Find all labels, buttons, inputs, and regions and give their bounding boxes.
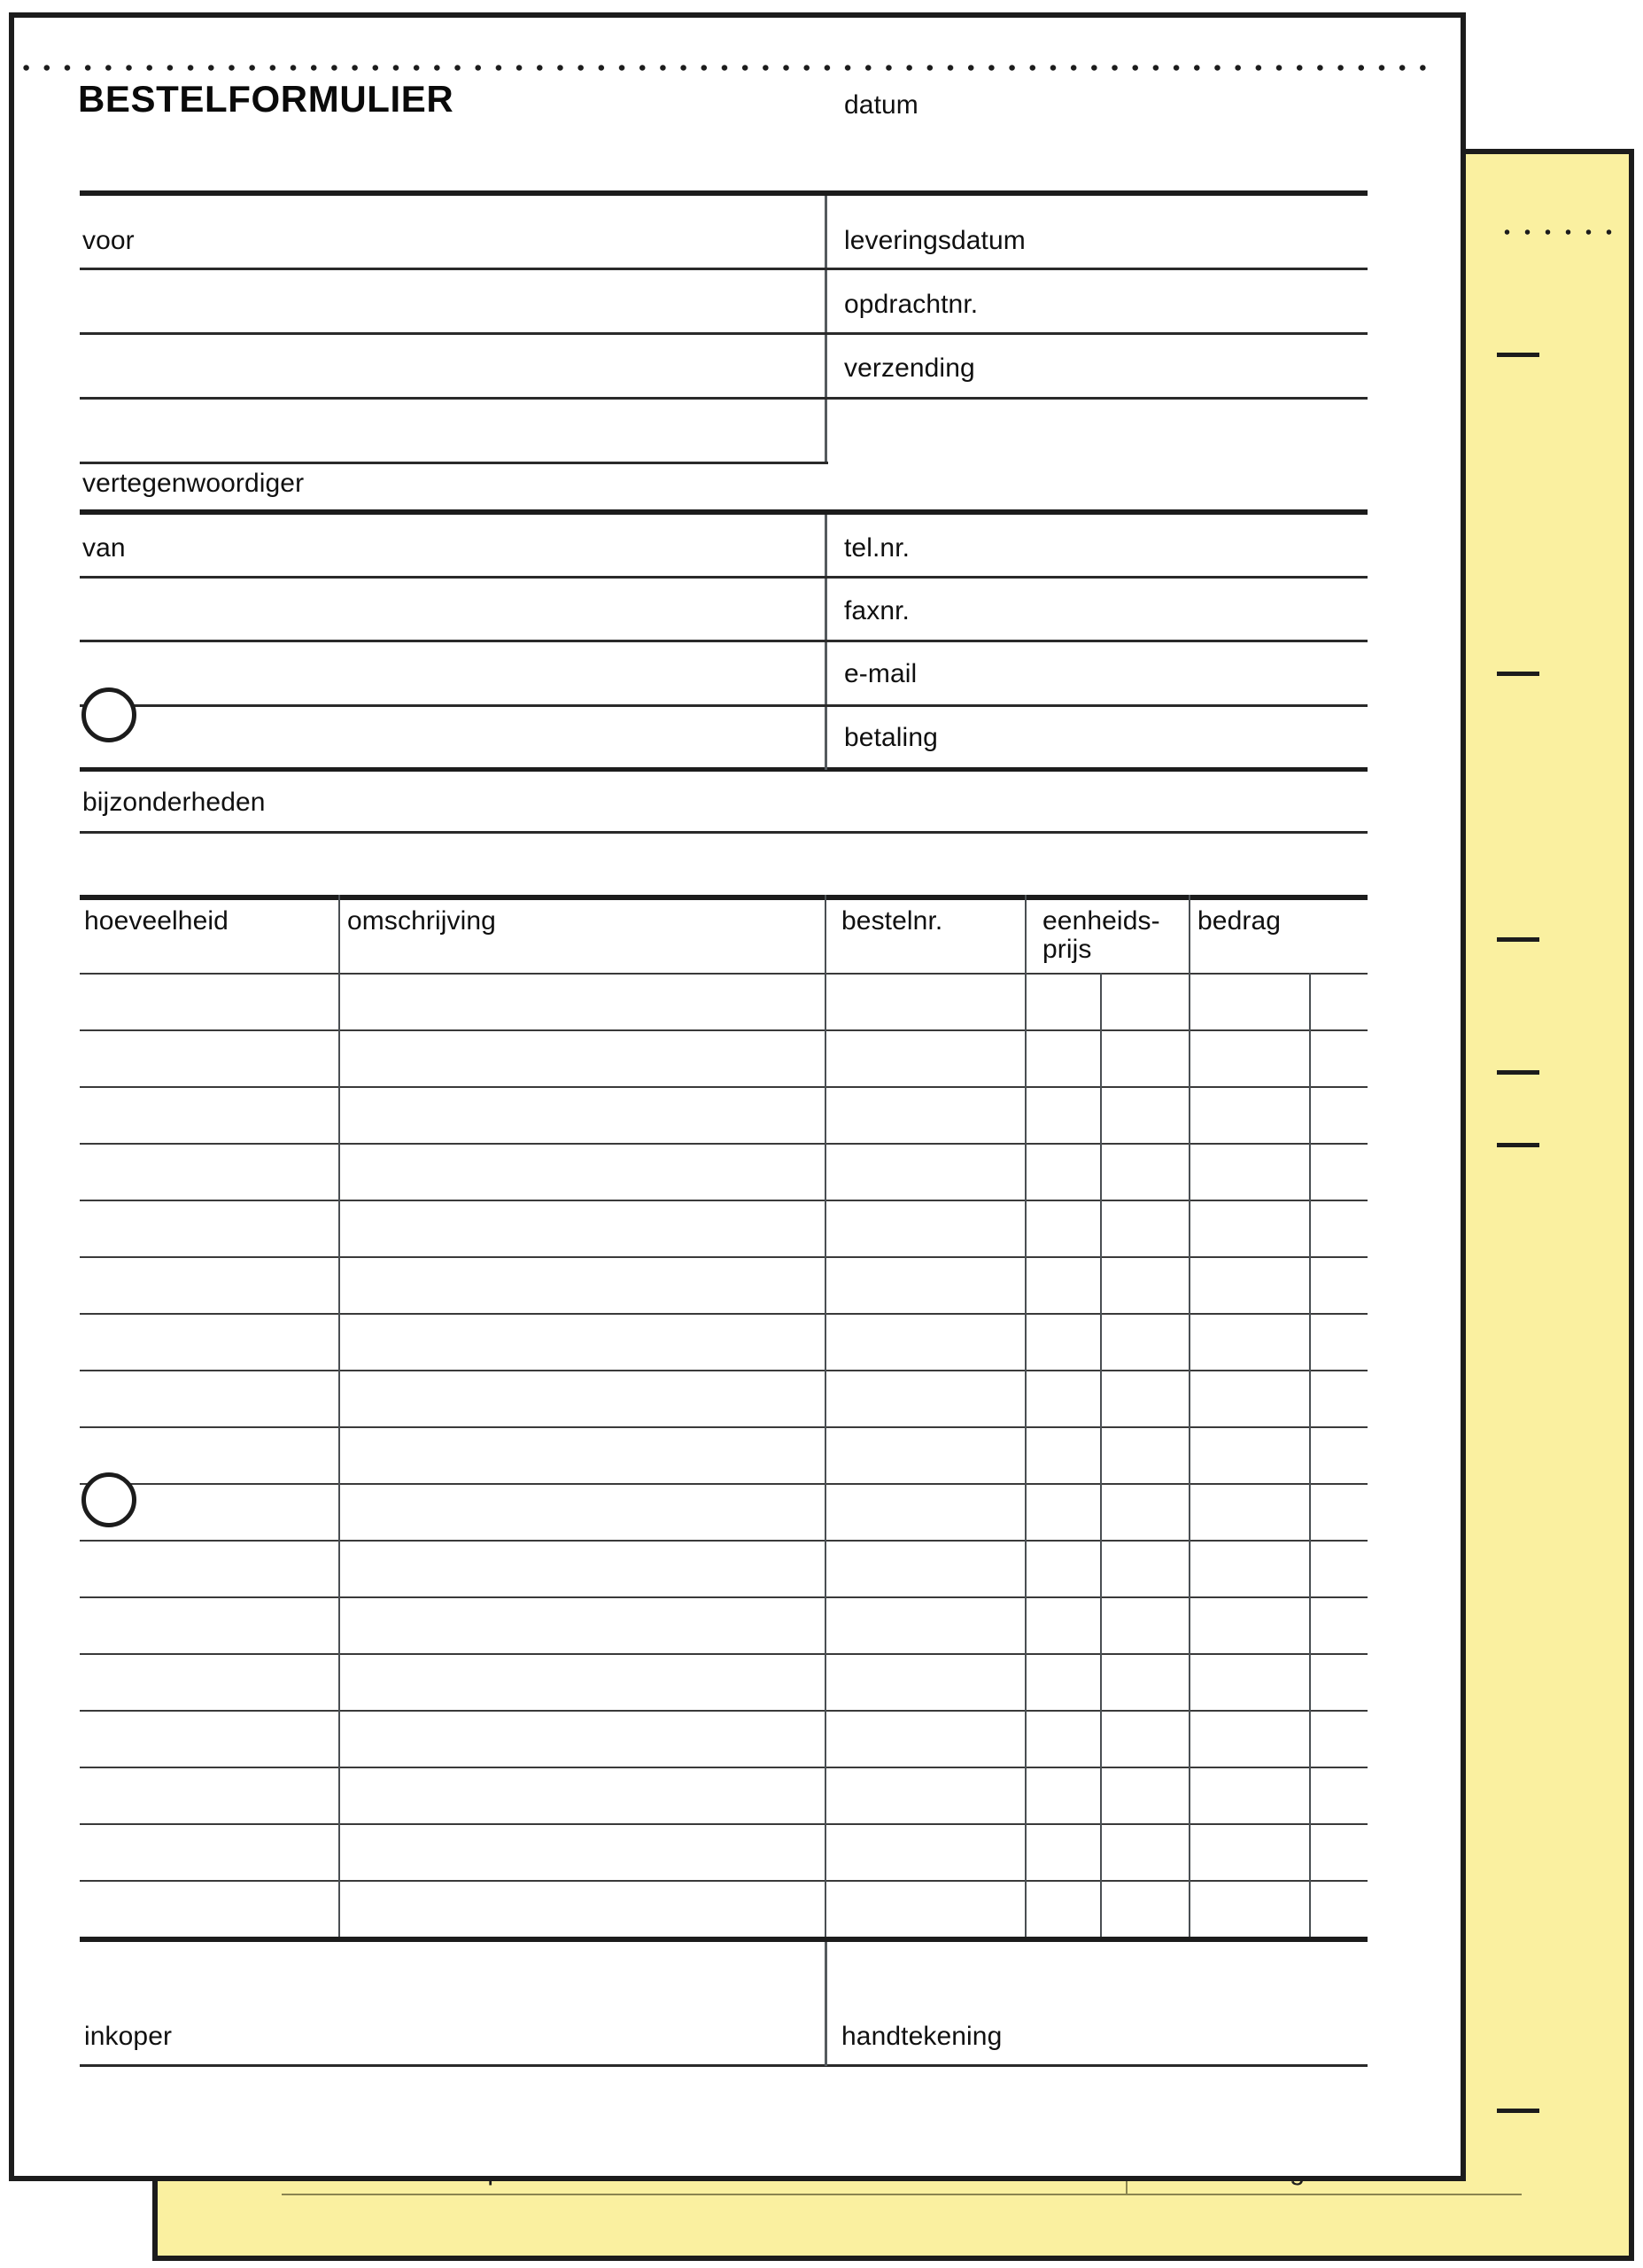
footer-label-inkoper: inkoper: [84, 2022, 173, 2051]
rule-under-van-block: [80, 767, 1368, 772]
table-row: [80, 1483, 1368, 1485]
column-divider-upper: [825, 196, 827, 462]
footer-signature-rule: [80, 2064, 1368, 2067]
table-header-bestelnr: bestelnr.: [841, 906, 943, 936]
column-divider-lower: [825, 515, 827, 770]
tear-tick-icon: [1497, 1070, 1539, 1075]
table-column-divider: [1025, 895, 1027, 1937]
table-row: [80, 1256, 1368, 1258]
field-label-faxnr: faxnr.: [844, 596, 910, 625]
table-row: [80, 1370, 1368, 1371]
write-line-voor-2: [80, 332, 828, 335]
write-line-leveringsdatum: [825, 268, 1368, 270]
write-line-voor-4: [80, 462, 828, 464]
table-column-divider: [825, 895, 826, 1937]
write-line-van-1: [80, 576, 828, 579]
carbon-footer-rule: [282, 2194, 1522, 2195]
table-header-eenheidsprijs-line2: prijs: [1042, 935, 1092, 964]
field-label-telnr: tel.nr.: [844, 533, 911, 563]
table-row: [80, 1710, 1368, 1712]
table-row: [80, 1596, 1368, 1598]
table-row: [80, 1313, 1368, 1315]
field-label-leveringsdatum: leveringsdatum: [844, 226, 1026, 255]
field-label-opdrachtnr: opdrachtnr.: [844, 290, 979, 319]
table-row: [80, 1880, 1368, 1882]
field-label-datum: datum: [844, 90, 918, 120]
table-column-divider: [1189, 895, 1190, 1937]
field-label-van: van: [82, 533, 126, 563]
field-label-verzending: verzending: [844, 353, 975, 383]
table-row: [80, 973, 1368, 975]
footer-label-handtekening: handtekening: [841, 2022, 1003, 2051]
table-row: [80, 1200, 1368, 1201]
footer-top-rule: [80, 1937, 1368, 1942]
write-line-opdrachtnr: [825, 332, 1368, 335]
table-header-bedrag: bedrag: [1197, 906, 1282, 936]
table-row: [80, 1143, 1368, 1145]
table-header-hoeveelheid: hoeveelheid: [84, 906, 229, 936]
rule-under-title: [80, 190, 1368, 196]
write-line-email: [825, 704, 1368, 707]
page-title: BESTELFORMULIER: [78, 78, 454, 120]
write-line-verzending: [825, 397, 1368, 400]
field-label-betaling: betaling: [844, 723, 938, 752]
table-top-rule: [80, 895, 1368, 900]
tear-tick-icon: [1497, 937, 1539, 942]
field-label-bijzonderheden: bijzonderheden: [82, 788, 266, 817]
tear-tick-icon: [1497, 672, 1539, 676]
table-row: [80, 1426, 1368, 1428]
write-line-van-2: [80, 640, 828, 642]
footer-column-divider: [825, 1942, 827, 2066]
write-line-voor-1: [80, 268, 828, 270]
table-row: [80, 1823, 1368, 1825]
rule-under-vertegenwoordiger: [80, 509, 1368, 515]
write-line-voor-3: [80, 397, 828, 400]
table-column-divider: [1309, 973, 1311, 1937]
table-row: [80, 1086, 1368, 1088]
write-line-telnr: [825, 576, 1368, 579]
table-header-eenheidsprijs-line1: eenheids-: [1042, 906, 1160, 936]
circle-hole-icon: [81, 1472, 136, 1527]
table-row: [80, 1540, 1368, 1542]
table-row: [80, 1767, 1368, 1768]
section-label-vertegenwoordiger: vertegenwoordiger: [82, 469, 305, 498]
write-line-bijzonderheden: [80, 831, 1368, 834]
circle-hole-icon: [81, 687, 136, 742]
write-line-faxnr: [825, 640, 1368, 642]
tear-tick-icon: [1497, 1143, 1539, 1147]
write-line-van-3: [80, 704, 828, 707]
field-label-email: e-mail: [844, 659, 918, 688]
table-row: [80, 1029, 1368, 1031]
tear-tick-icon: [1497, 353, 1539, 357]
field-label-voor: voor: [82, 226, 135, 255]
table-column-divider: [1100, 973, 1102, 1937]
table-row: [80, 1653, 1368, 1655]
table-header-omschrijving: omschrijving: [347, 906, 496, 936]
table-column-divider: [338, 895, 340, 1937]
dotted-perforation-icon-carbon: [1497, 229, 1625, 236]
